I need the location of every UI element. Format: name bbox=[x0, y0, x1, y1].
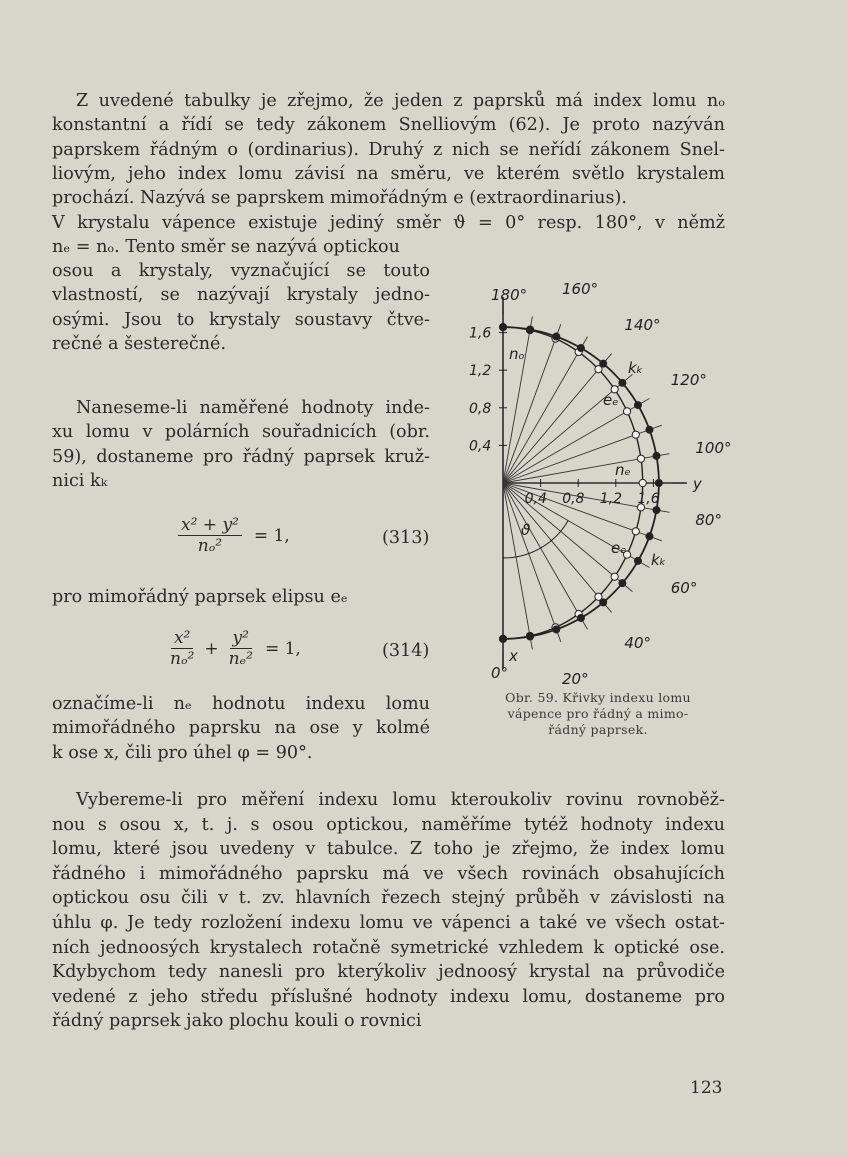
label-n-e: nₑ bbox=[615, 461, 631, 479]
eq314-denominator-1: nₒ² bbox=[170, 649, 195, 669]
text-line: osou a krystaly, vyznačující se touto bbox=[52, 261, 430, 282]
angle-label: 40° bbox=[624, 633, 652, 652]
eq313-rhs: = 1, bbox=[253, 525, 290, 546]
circle-point bbox=[577, 614, 585, 622]
text-line: paprskem řádným o (ordinarius). Druhý z nich se neřídí zákonem Snel- bbox=[52, 139, 725, 160]
y-tick-label: 0,8 bbox=[562, 491, 585, 507]
circle-point bbox=[552, 625, 560, 633]
circle-point bbox=[645, 532, 653, 540]
text-line: rečné a šesterečné. bbox=[52, 334, 227, 354]
equation-313 bbox=[172, 515, 290, 556]
angle-label: 160° bbox=[561, 279, 599, 298]
text-line: mimořádného paprsku na ose y kolmé bbox=[52, 718, 430, 739]
circle-point bbox=[634, 557, 642, 565]
circle-point bbox=[634, 401, 642, 409]
angle-label: 0° bbox=[491, 663, 509, 682]
text-line: V krystalu vápence existuje jediný směr ϑ = 0° resp. 180°, v němž bbox=[52, 212, 725, 233]
figure-59-polar-diagram bbox=[455, 270, 745, 690]
circle-point bbox=[526, 326, 534, 334]
circle-point bbox=[499, 323, 507, 331]
label-n-o: nₒ bbox=[509, 345, 525, 364]
angle-label: 20° bbox=[561, 670, 589, 689]
ellipse-point bbox=[623, 408, 630, 415]
eq314-plus: + bbox=[204, 638, 219, 659]
x-tick-label: 1,2 bbox=[469, 363, 492, 380]
angle-label: 100° bbox=[695, 438, 732, 457]
text-line: vedené z jeho středu příslušné hodnoty indexu lomu, dostaneme pro bbox=[52, 986, 725, 1007]
text-line: pro mimořádný paprsek elipsu eₑ bbox=[52, 587, 348, 607]
eq314-rhs: = 1, bbox=[264, 638, 301, 659]
angle-label: 140° bbox=[624, 316, 661, 335]
figure-caption bbox=[463, 690, 733, 738]
equation-314-label: (314) bbox=[382, 641, 430, 661]
angle-label: 60° bbox=[670, 578, 698, 597]
ellipse-point bbox=[611, 573, 618, 580]
caption-line: vápence pro řádný a mimo- bbox=[507, 706, 689, 721]
label-x-axis: x bbox=[509, 646, 518, 665]
caption-line: Obr. 59. Křivky indexu lomu bbox=[505, 690, 691, 705]
eq313-numerator: x² + y² bbox=[178, 515, 242, 536]
label-e-e-upper: eₑ bbox=[603, 391, 619, 409]
circle-point bbox=[577, 344, 585, 352]
circle-point bbox=[618, 379, 626, 387]
text-line: 59), dostaneme pro řádný paprsek kruž- bbox=[52, 446, 430, 467]
circle-point bbox=[645, 426, 653, 434]
eq314-numerator-2: y² bbox=[230, 628, 252, 649]
label-k-k-lower: kₖ bbox=[651, 551, 667, 569]
angle-label: 120° bbox=[670, 371, 707, 390]
label-y-axis: y bbox=[692, 475, 702, 493]
label-e-e-lower: eₑ bbox=[611, 539, 627, 557]
angle-label: 80° bbox=[695, 511, 722, 530]
x-tick-label: 0,8 bbox=[469, 400, 492, 417]
label-theta: ϑ bbox=[521, 521, 531, 539]
text-line: Z uvedené tabulky je zřejmo, že jeden z paprsků má index lomu nₒ bbox=[76, 91, 725, 111]
eq314-denominator-2: nₑ² bbox=[228, 649, 253, 669]
text-line: Kdybychom tedy nanesli pro kterýkoliv jednoosý krystal na průvodiče bbox=[52, 962, 725, 983]
x-tick-label: 1,6 bbox=[469, 325, 492, 342]
text-line: ních jednoosých krystalech rotačně symetrické vzhledem k optické ose. bbox=[52, 937, 725, 958]
circle-point bbox=[618, 579, 626, 587]
text-line: xu lomu v polárních souřadnicích (obr. bbox=[52, 422, 430, 443]
text-line: osými. Jsou to krystaly soustavy čtve- bbox=[52, 309, 430, 330]
circle-point bbox=[652, 452, 660, 460]
text-line: vlastností, se nazývají krystaly jedno- bbox=[52, 285, 430, 306]
eq314-numerator-1: x² bbox=[171, 628, 193, 649]
text-line: úhlu φ. Je tedy rozložení indexu lomu ve vápenci a také ve všech ostat- bbox=[52, 913, 725, 933]
text-line: Naneseme-li naměřené hodnoty inde- bbox=[76, 398, 430, 418]
ellipse-point bbox=[637, 455, 644, 462]
text-line: řádného i mimořádného paprsku má ve všech rovinách obsahujících bbox=[52, 863, 725, 884]
text-line: k ose x, čili pro úhel φ = 90°. bbox=[52, 742, 313, 763]
angle-label: 180° bbox=[491, 286, 528, 305]
text-line: nici kₖ bbox=[52, 470, 108, 491]
caption-line: řádný paprsek. bbox=[548, 722, 648, 737]
text-line: prochází. Nazývá se paprskem mimořádným e (extraordinarius). bbox=[52, 188, 628, 209]
eq313-denominator: nₒ² bbox=[197, 536, 223, 556]
equation-313-label: (313) bbox=[382, 528, 430, 548]
page-number: 123 bbox=[690, 1078, 723, 1098]
circle-point bbox=[599, 360, 607, 368]
equation-314 bbox=[164, 628, 301, 669]
text-line: konstantní a řídí se tedy zákonem Snelliovým (62). Je proto nazýván bbox=[52, 115, 725, 136]
text-line: optickou osu čili v t. zv. hlavních řezech stejný průběh v závislosti na bbox=[52, 888, 725, 909]
circle-point bbox=[552, 333, 560, 341]
circle-point bbox=[655, 479, 663, 487]
ellipse-point bbox=[639, 479, 646, 486]
ellipse-point bbox=[632, 528, 639, 535]
label-k-k-upper: kₖ bbox=[628, 359, 644, 377]
circle-point bbox=[652, 506, 660, 514]
y-tick-label: 0,4 bbox=[524, 491, 547, 507]
text-line: označíme-li nₑ hodnotu indexu lomu bbox=[52, 694, 430, 714]
text-line: liovým, jeho index lomu závisí na směru, ve kterém světlo krystalem bbox=[52, 163, 725, 184]
text-line: Vybereme-li pro měření indexu lomu kteroukoliv rovinu rovnoběž- bbox=[76, 790, 725, 810]
text-line: nₑ = nₒ. Tento směr se nazývá optickou bbox=[52, 236, 400, 257]
circle-point bbox=[599, 598, 607, 606]
circle-point bbox=[499, 635, 507, 643]
text-line: nou s osou x, t. j. s osou optickou, naměříme tytéž hodnoty indexu bbox=[52, 814, 725, 835]
y-tick-label: 1,2 bbox=[599, 491, 623, 507]
text-line: lomu, které jsou uvedeny v tabulce. Z toho je zřejmo, že index lomu bbox=[52, 839, 725, 860]
text-line: řádný paprsek jako plochu kouli o rovnici bbox=[52, 1011, 422, 1032]
y-tick-label: 1,6 bbox=[637, 491, 660, 507]
circle-point bbox=[526, 632, 534, 640]
ellipse-point bbox=[632, 431, 639, 438]
x-tick-label: 0,4 bbox=[469, 438, 492, 455]
